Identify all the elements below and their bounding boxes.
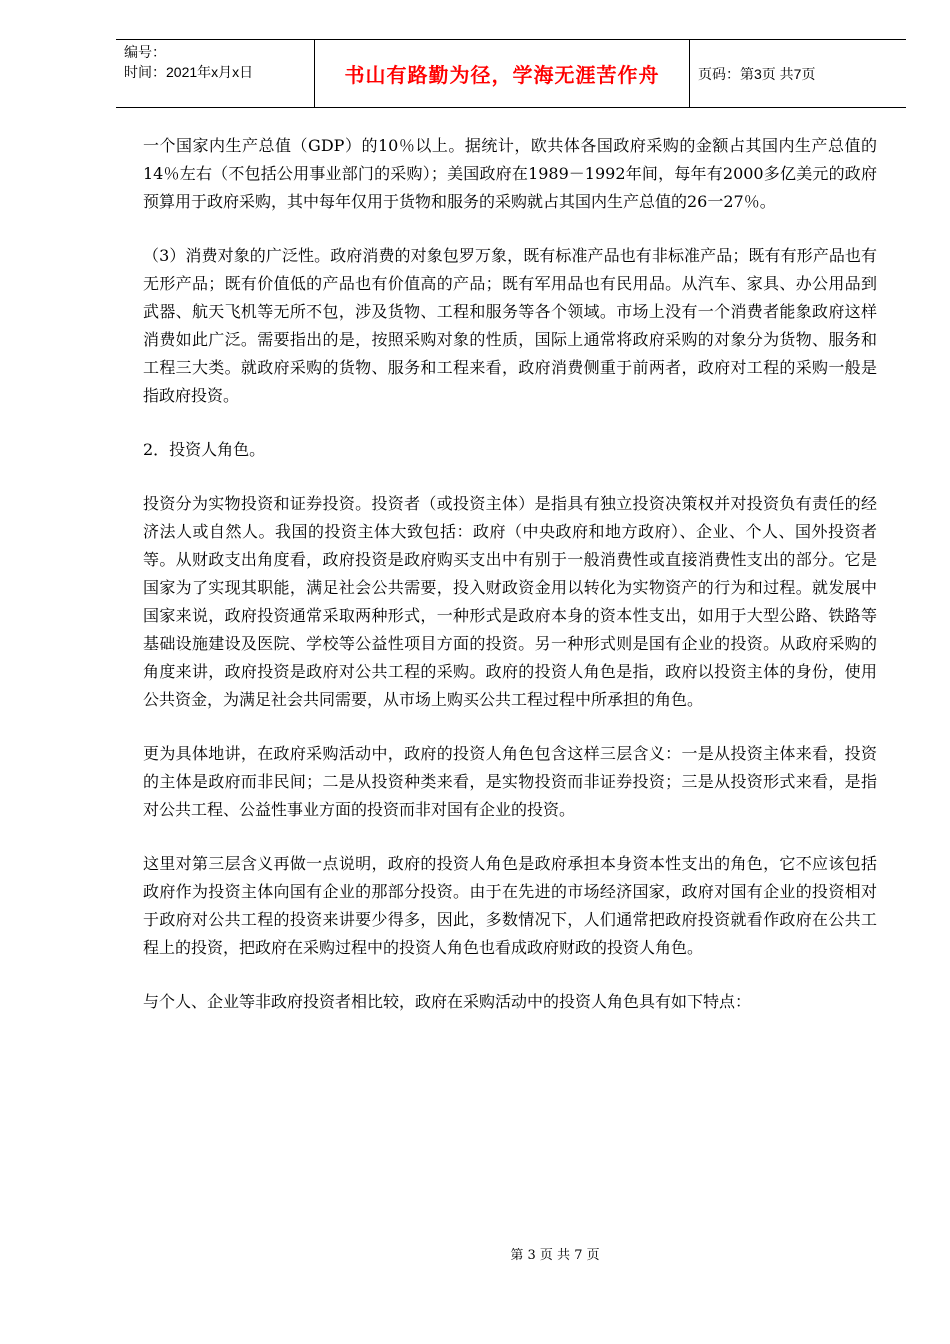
- paragraph-characteristics-intro: 与个人、企业等非政府投资者相比较，政府在采购活动中的投资人角色具有如下特点：: [143, 992, 752, 1011]
- document-number-label: 编号：: [124, 44, 166, 60]
- paragraph-third-meaning-note: 这里对第三层含义再做一点说明，政府的投资人角色是政府承担本身资本性支出的角色，它不应该包括政府作为投资主体向国有企业的那部分投资。由于在先进的市场经济国家，政府对国有企业的投资相对于政府对公共工程的投资来讲要少得多，因此，多数情况下，人们通常把政府投资就看作政府在公共工程上的投资，把政府在采购过程中的投资人角色也看成政府财政的投资人角色。: [143, 854, 877, 957]
- header-motto: 书山有路勤为径，学海无涯苦作舟: [315, 40, 690, 107]
- paragraph-three-meanings: 更为具体地讲，在政府采购活动中，政府的投资人角色包含这样三层含义：一是从投资主体来看，投资的主体是政府而非民间；二是从投资种类来看，是实物投资而非证券投资；三是从投资形式来看，是指对公共工程、公益性事业方面的投资而非对国有企业的投资。: [143, 744, 877, 819]
- header-page-info: 页码：第3页 共7页: [698, 65, 816, 82]
- paragraph-consumption-scope: （3）消费对象的广泛性。政府消费的对象包罗万象，既有标准产品也有非标准产品；既有有形产品也有无形产品；既有价值低的产品也有价值高的产品；既有军用品也有民用品。从汽车、家具、办公用品到武器、航天飞机等无所不包，涉及货物、工程和服务等各个领域。市场上没有一个消费者能象政府这样消费如此广泛。需要指出的是，按照采购对象的性质，国际上通常将政府采购的对象分为货物、服务和工程三大类。就政府采购的货物、服务和工程来看，政府消费侧重于前两者，政府对工程的采购一般是指政府投资。: [143, 246, 877, 405]
- page-footer: 第 3 页 共 7 页: [510, 1248, 600, 1263]
- page-header: [116, 39, 906, 108]
- document-time-label: 时间：2021年x月x日: [124, 64, 254, 80]
- header-meta: [116, 40, 315, 107]
- section-heading-investor-role: 2．投资人角色。: [143, 440, 266, 459]
- paragraph-gdp-share: 一个国家内生产总值（GDP）的10％以上。据统计，欧共体各国政府采购的金额占其国内生产总值的14％左右（不包括公用事业部门的采购）；美国政府在1989－1992年间，每年有2000多亿美元的政府预算用于政府采购，其中每年仅用于货物和服务的采购就占其国内生产总值的26一27％。: [143, 136, 877, 211]
- document-body: [143, 132, 877, 1042]
- paragraph-investment-types: 投资分为实物投资和证券投资。投资者（或投资主体）是指具有独立投资决策权并对投资负有责任的经济法人或自然人。我国的投资主体大致包括：政府（中央政府和地方政府）、企业、个人、国外投资者等。从财政支出角度看，政府投资是政府购买支出中有别于一般消费性或直接消费性支出的部分。它是国家为了实现其职能，满足社会公共需要，投入财政资金用以转化为实物资产的行为和过程。就发展中国家来说，政府投资通常采取两种形式，一种形式是政府本身的资本性支出，如用于大型公路、铁路等基础设施建设及医院、学校等公益性项目方面的投资。另一种形式则是国有企业的投资。从政府采购的角度来讲，政府投资是政府对公共工程的采购。政府的投资人角色是指，政府以投资主体的身份，使用公共资金，为满足社会共同需要，从市场上购买公共工程过程中所承担的角色。: [143, 494, 877, 709]
